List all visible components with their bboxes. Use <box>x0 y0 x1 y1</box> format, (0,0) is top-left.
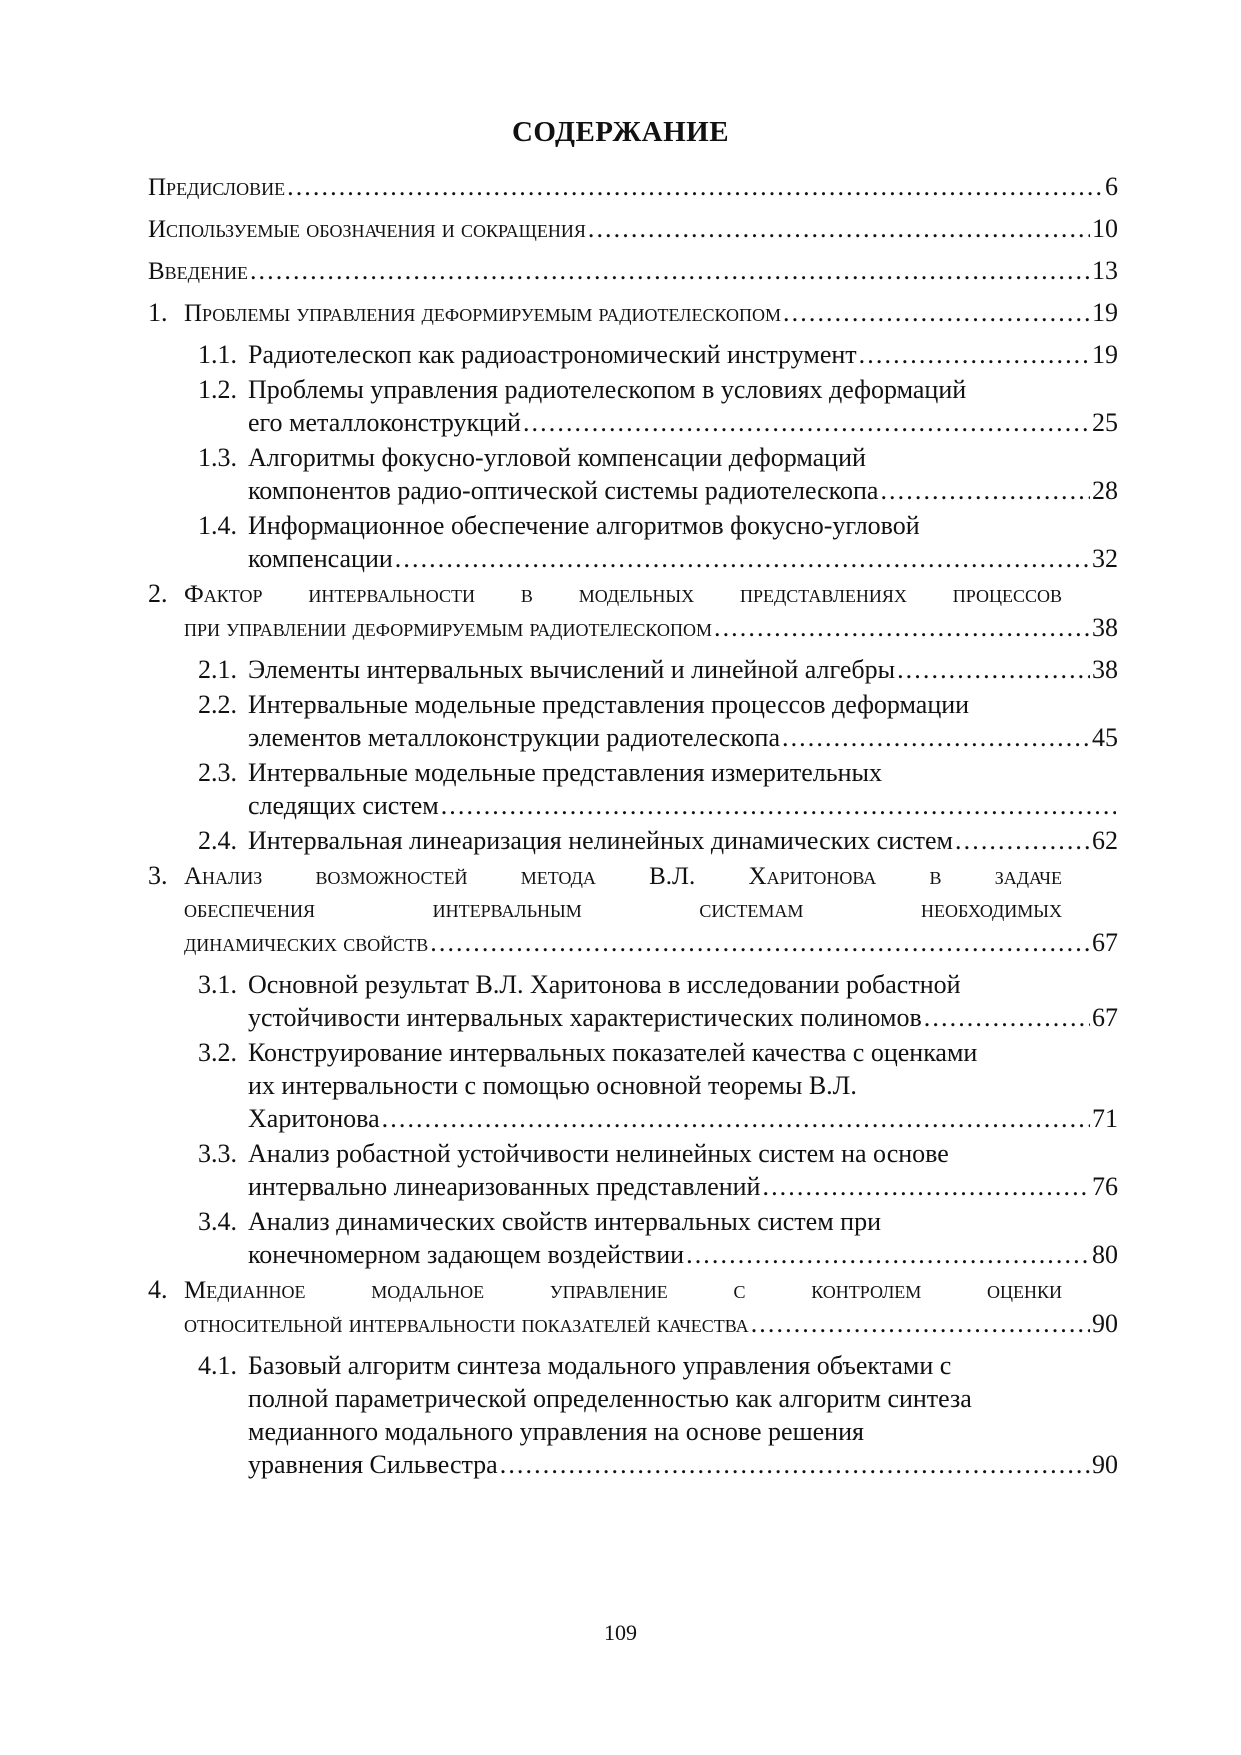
toc-entry-number: 2. <box>148 579 168 608</box>
toc-entry-title-line-1: Анализ возможностей метода В.Л. Харитонова в задаче <box>184 863 1062 890</box>
toc-entry-section-2-1[interactable] <box>148 653 1118 686</box>
toc-page-number: 90 <box>1092 1450 1118 1479</box>
page-number-footer: 109 <box>604 1620 637 1645</box>
toc-entry-chapter-1[interactable] <box>148 296 1118 330</box>
toc-entry-title: Интервальная линеаризация нелинейных динамических систем <box>248 826 954 855</box>
toc-entry-number: 2.3. <box>198 758 237 787</box>
page-title: СОДЕРЖАНИЕ <box>511 116 730 148</box>
toc-entry-number: 2.2. <box>198 690 237 719</box>
toc-leader-dots <box>430 926 1090 959</box>
toc-entry-number: 3.2. <box>198 1038 237 1067</box>
toc-leader-dots <box>686 1238 1090 1271</box>
toc-leader-dots <box>500 1448 1090 1481</box>
toc-page-number: 45 <box>1092 723 1118 752</box>
toc-leader-dots <box>782 721 1090 754</box>
toc-entry-title-line-2: интервально линеаризованных представлений <box>248 1172 761 1201</box>
toc-entry-number: 1. <box>148 298 168 327</box>
toc-entry-section-2-3[interactable] <box>148 756 1118 822</box>
toc-page-number: 6 <box>1105 172 1118 201</box>
toc-page-number: 90 <box>1092 1309 1118 1338</box>
toc-page-number: 67 <box>1092 1003 1118 1032</box>
toc-page-number: 80 <box>1092 1240 1118 1269</box>
toc-entry-section-3-2[interactable] <box>148 1036 1118 1135</box>
toc-entry-title-line-1: Проблемы управления радиотелескопом в условиях деформаций <box>248 375 967 404</box>
toc-entry-title-line-1: Интервальные модельные представления процессов деформации <box>248 690 970 719</box>
toc-entry-number: 1.2. <box>198 375 237 404</box>
toc-entry-number: 4.1. <box>198 1351 237 1380</box>
toc-entry-preface[interactable] <box>148 170 1118 204</box>
toc-entry-section-1-4[interactable] <box>148 509 1118 575</box>
toc-entry-title-line-1: Информационное обеспечение алгоритмов фокусно-угловой <box>248 511 920 540</box>
toc-leader-dots <box>924 1001 1090 1034</box>
table-of-contents <box>148 170 1118 1481</box>
toc-leader-dots <box>955 824 1090 857</box>
toc-entry-number: 3.4. <box>198 1207 237 1236</box>
toc-entry-title-line-1: Алгоритмы фокусно-угловой компенсации деформаций <box>248 443 866 472</box>
toc-leader-dots <box>588 212 1090 245</box>
toc-entry-section-1-1[interactable] <box>148 338 1118 371</box>
toc-page-number: 13 <box>1092 256 1118 285</box>
toc-entry-section-1-3[interactable] <box>148 441 1118 507</box>
toc-entry-number: 2.1. <box>198 655 237 684</box>
toc-entry-title-line-2: следящих систем <box>248 791 439 820</box>
toc-entry-title-line-2: полной параметрической определенностью как алгоритм синтеза <box>248 1384 972 1413</box>
toc-leader-dots <box>523 406 1090 439</box>
toc-entry-title-line-2: элементов металлоконструкции радиотелескопа <box>248 723 780 752</box>
toc-page-number: 38 <box>1092 655 1118 684</box>
toc-entry-title-line-2: компенсации <box>248 544 393 573</box>
toc-leader-dots <box>287 170 1103 203</box>
toc-leader-dots <box>762 1170 1090 1203</box>
toc-entry-number: 3.3. <box>198 1139 237 1168</box>
toc-entry-title-line-2: компонентов радио-оптической системы радиотелескопа <box>248 476 879 505</box>
toc-leader-dots <box>880 474 1090 507</box>
toc-entry-title-line-2: их интервальности с помощью основной теоремы В.Л. <box>248 1071 857 1100</box>
toc-entry-title-line-2: его металлоконструкций <box>248 408 521 437</box>
toc-entry-section-3-4[interactable] <box>148 1205 1118 1271</box>
toc-entry-title: Проблемы управления деформируемым радиотелескопом <box>184 300 782 327</box>
toc-page-number: 67 <box>1092 928 1118 957</box>
toc-entry-title-line-2: конечномерном задающем воздействии <box>248 1240 685 1269</box>
toc-leader-dots <box>859 338 1090 371</box>
toc-entry-title-line-3: динамических свойств <box>184 930 429 957</box>
toc-page-number: 19 <box>1092 340 1118 369</box>
toc-entry-section-2-2[interactable] <box>148 688 1118 754</box>
toc-entry-chapter-4[interactable] <box>148 1273 1118 1341</box>
toc-page-number: 25 <box>1092 408 1118 437</box>
toc-entry-number: 2.4. <box>198 826 237 855</box>
toc-entry-title-line-3: медианного модального управления на основе решения <box>248 1417 864 1446</box>
toc-entry-title-line-2: при управлении деформируемым радиотелескопом <box>184 615 712 642</box>
toc-entry-title-line-3: Харитонова <box>248 1104 380 1133</box>
toc-entry-title-line-2: относительной интервальности показателей качества <box>184 1311 749 1338</box>
toc-entry-title-line-1: Базовый алгоритм синтеза модального управления объектами с <box>248 1351 952 1380</box>
toc-entry-title-line-1: Интервальные модельные представления измерительных <box>248 758 882 787</box>
toc-entry-number: 4. <box>148 1275 168 1304</box>
toc-leader-dots <box>783 296 1090 329</box>
toc-entry-title: Предисловие <box>148 174 286 201</box>
toc-entry-title: Элементы интервальных вычислений и линейной алгебры <box>248 655 896 684</box>
toc-leader-dots <box>751 1307 1090 1340</box>
toc-entry-title: Введение <box>148 258 248 285</box>
toc-entry-chapter-2[interactable] <box>148 577 1118 645</box>
toc-entry-number: 1.1. <box>198 340 237 369</box>
toc-page-number: 38 <box>1092 613 1118 642</box>
toc-entry-number: 3.1. <box>198 970 237 999</box>
toc-page-number: 76 <box>1092 1172 1118 1201</box>
toc-entry-title-line-2: обеспечения интервальным системам необходимых <box>184 896 1062 923</box>
toc-entry-section-2-4[interactable] <box>148 824 1118 857</box>
toc-entry-number: 1.4. <box>198 511 237 540</box>
toc-leader-dots <box>441 789 1116 822</box>
toc-entry-title: Радиотелескоп как радиоастрономический инструмент <box>248 340 857 369</box>
toc-page-number: 10 <box>1092 214 1118 243</box>
toc-entry-title-line-2: устойчивости интервальных характеристических полиномов <box>248 1003 922 1032</box>
toc-entry-title: Используемые обозначения и сокращения <box>148 216 586 243</box>
toc-page-number: 62 <box>1092 826 1118 855</box>
toc-entry-number: 1.3. <box>198 443 237 472</box>
toc-entry-notation[interactable] <box>148 212 1118 246</box>
toc-leader-dots <box>395 542 1090 575</box>
toc-entry-section-4-1[interactable] <box>148 1349 1118 1481</box>
toc-page-number: 32 <box>1092 544 1118 573</box>
toc-entry-title-line-1: Медианное модальное управление с контролем оценки <box>184 1277 1062 1304</box>
toc-entry-title-line-1: Конструирование интервальных показателей качества с оценками <box>248 1038 978 1067</box>
toc-entry-chapter-3[interactable] <box>148 859 1118 960</box>
toc-page-number: 71 <box>1092 1104 1118 1133</box>
toc-leader-dots <box>250 254 1090 287</box>
toc-leader-dots <box>897 653 1090 686</box>
toc-entry-title-line-1: Анализ динамических свойств интервальных систем при <box>248 1207 881 1236</box>
toc-entry-section-1-2[interactable] <box>148 373 1118 439</box>
toc-entry-section-3-3[interactable] <box>148 1137 1118 1203</box>
toc-entry-section-3-1[interactable] <box>148 968 1118 1034</box>
toc-page-number: 28 <box>1092 476 1118 505</box>
toc-page-number: 19 <box>1092 298 1118 327</box>
toc-entry-title-line-1: Фактор интервальности в модельных представлениях процессов <box>184 581 1062 608</box>
toc-entry-number: 3. <box>148 861 168 890</box>
toc-entry-introduction[interactable] <box>148 254 1118 288</box>
toc-leader-dots <box>714 611 1090 644</box>
toc-leader-dots <box>382 1102 1090 1135</box>
toc-entry-title-line-1: Анализ робастной устойчивости нелинейных систем на основе <box>248 1139 949 1168</box>
toc-entry-title-line-4: уравнения Сильвестра <box>248 1450 498 1479</box>
toc-entry-title-line-1: Основной результат В.Л. Харитонова в исследовании робастной <box>248 970 961 999</box>
